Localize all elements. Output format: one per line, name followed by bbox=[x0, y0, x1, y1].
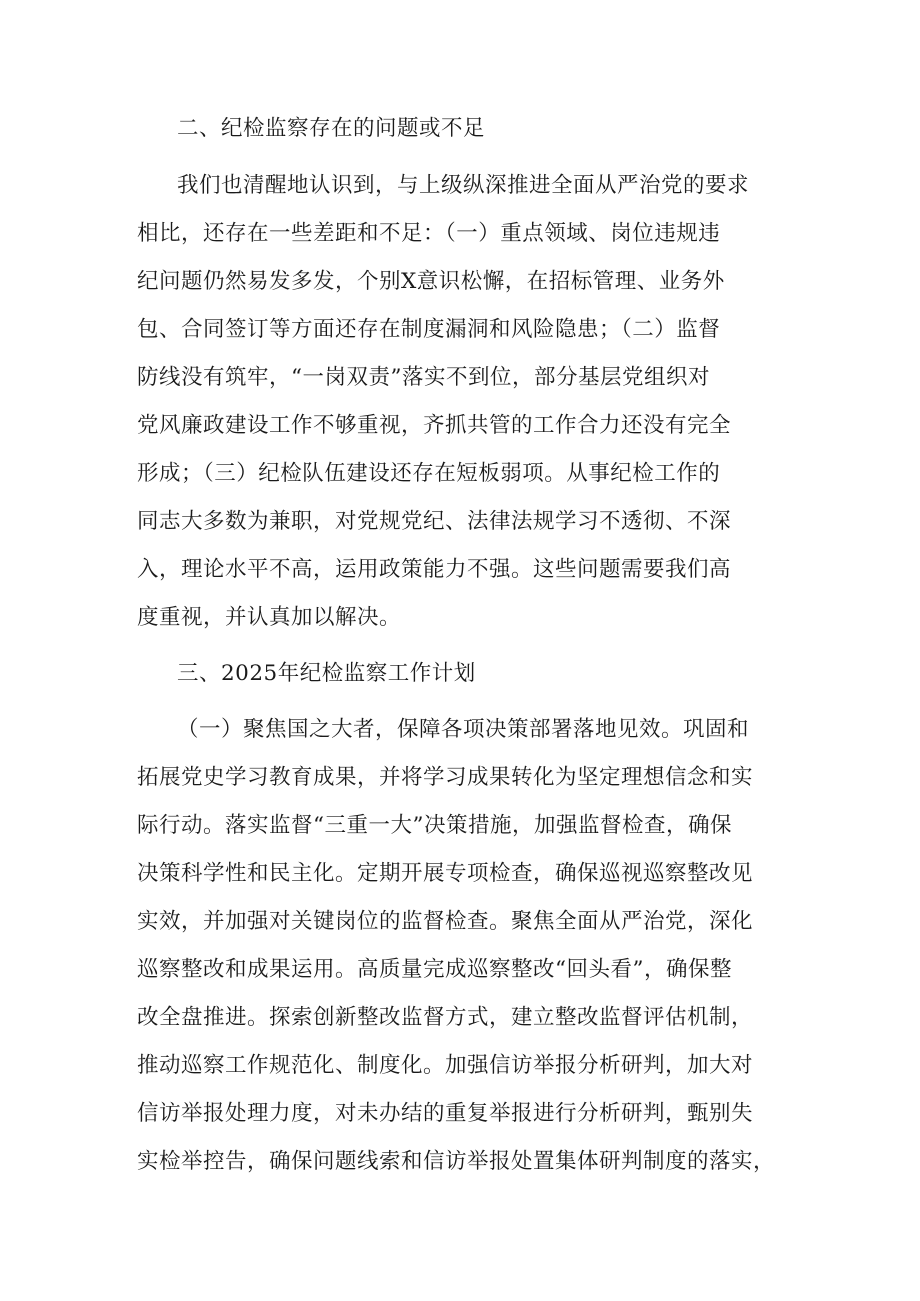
section-2-line: 防线没有筑牢，“一岗双责”落实不到位，部分基层党组织对 bbox=[137, 365, 710, 390]
section-3-line: 拓展党史学习教育成果，并将学习成果转化为坚定理想信念和实 bbox=[137, 765, 754, 790]
section-2-line: 党风廉政建设工作不够重视，齐抓共管的工作合力还没有完全 bbox=[137, 413, 732, 438]
section-3-line: 推动巡察工作规范化、制度化。加强信访举报分析研判，加大对 bbox=[137, 1053, 754, 1078]
section-3-line: 决策科学性和民主化。定期开展专项检查，确保巡视巡察整改见 bbox=[137, 861, 754, 886]
section-2-line: 度重视，并认真加以解决。 bbox=[137, 605, 402, 630]
section-2-line: 纪问题仍然易发多发，个别X意识松懈，在招标管理、业务外 bbox=[137, 269, 725, 294]
section-2-line: 相比，还存在一些差距和不足：（一）重点领域、岗位违规违 bbox=[137, 221, 721, 246]
section-3-line: 实效，并加强对关键岗位的监督检查。聚焦全面从严治党，深化 bbox=[137, 909, 754, 934]
section-3-line: 改全盘推进。探索创新整改监督方式，建立整改监督评估机制， bbox=[137, 1005, 754, 1030]
section-3-line: 实检举控告，确保问题线索和信访举报处置集体研判制度的落实， bbox=[137, 1149, 776, 1174]
section-3-line: 巡察整改和成果运用。高质量完成巡察整改“回头看”，确保整 bbox=[137, 957, 732, 982]
section-2-heading: 二、纪检监察存在的问题或不足 bbox=[177, 116, 486, 141]
section-3-line: 际行动。落实监督“三重一大”决策措施，加强监督检查，确保 bbox=[137, 813, 732, 838]
section-2-line: 我们也清醒地认识到，与上级纵深推进全面从严治党的要求 bbox=[177, 173, 750, 198]
section-3-line: （一）聚焦国之大者，保障各项决策部署落地见效。巩固和 bbox=[177, 717, 750, 742]
section-2-line: 包、合同签订等方面还存在制度漏洞和风险隐患；（二）监督 bbox=[137, 317, 721, 342]
section-3-heading: 三、2025年纪检监察工作计划 bbox=[177, 661, 476, 686]
section-3-line: 信访举报处理力度，对未办结的重复举报进行分析研判，甄别失 bbox=[137, 1101, 754, 1126]
section-2-line: 同志大多数为兼职，对党规党纪、法律法规学习不透彻、不深 bbox=[137, 509, 732, 534]
section-2-line: 形成；（三）纪检队伍建设还存在短板弱项。从事纪检工作的 bbox=[137, 461, 721, 486]
section-2-line: 入，理论水平不高，运用政策能力不强。这些问题需要我们高 bbox=[137, 557, 732, 582]
